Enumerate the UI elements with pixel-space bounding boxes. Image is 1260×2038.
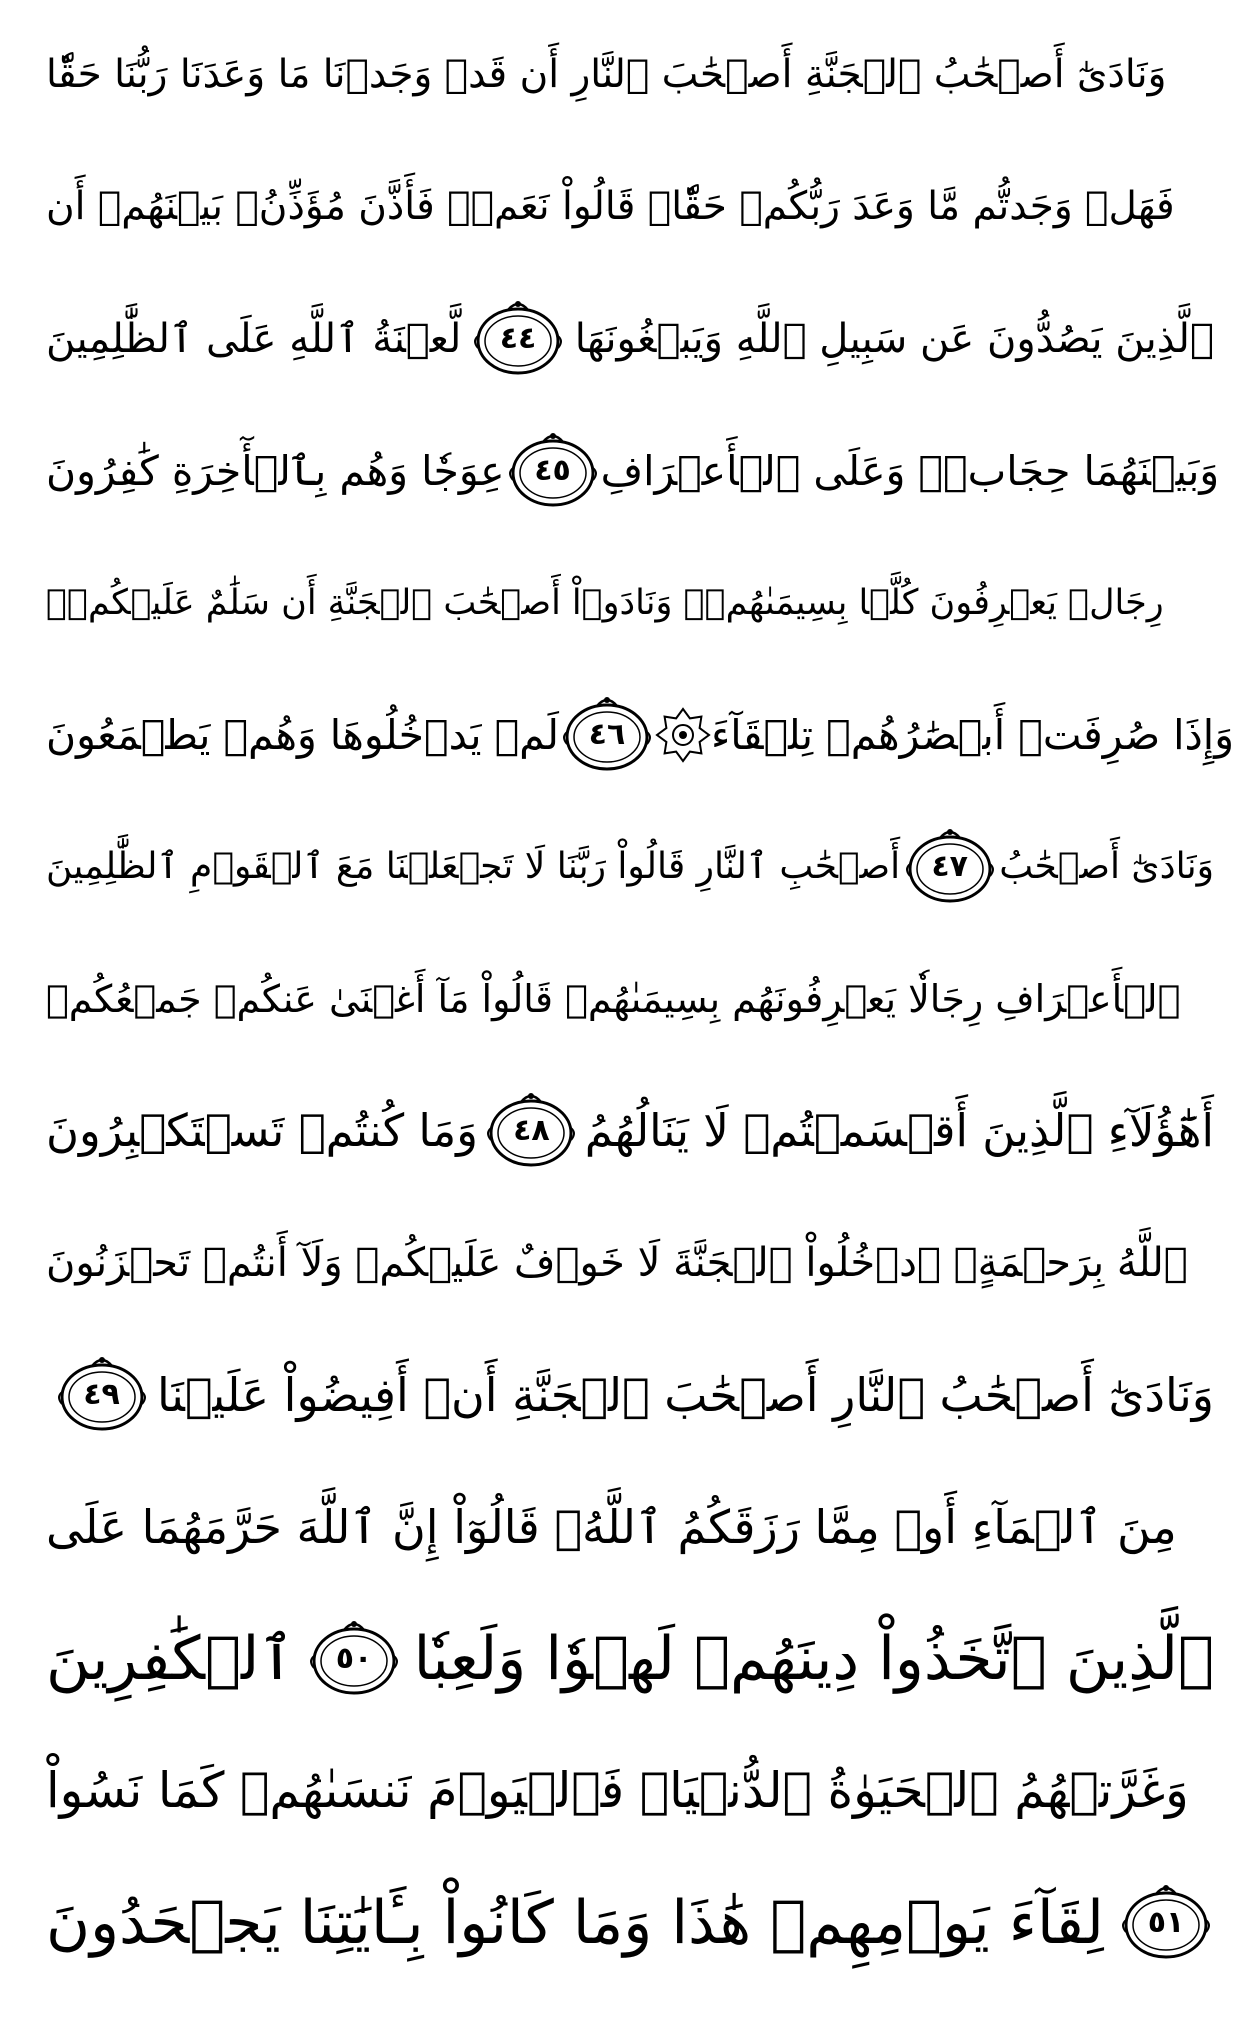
verse-line bbox=[46, 274, 1214, 404]
ayah-number-marker bbox=[902, 824, 998, 910]
ayah-number-marker bbox=[559, 692, 655, 778]
verse-text: ٱلۡأَعۡرَافِ رِجَالٗا يَعۡرِفُونَهُم بِسِيمَىٰهُمۡ قَالُواْ مَآ أَغۡنَىٰ عَنكُمۡ جَمۡعُكُمۡ bbox=[46, 977, 1181, 1021]
ayah-number-marker bbox=[1118, 1880, 1214, 1966]
verse-line bbox=[46, 802, 1214, 932]
verse-text: وَنَادَىٰٓ أَصۡحَٰبُ ٱلۡجَنَّةِ أَصۡحَٰبَ ٱلنَّارِ أَن قَدۡ وَجَدۡنَا مَا وَعَدَنَا رَبُّنَا حَقّٗا bbox=[46, 52, 1167, 97]
verse-text: لَّعۡنَةُ ٱللَّهِ عَلَى ٱلظَّٰلِمِينَ bbox=[46, 316, 462, 362]
verse-text: مِنَ ٱلۡمَآءِ أَوۡ مِمَّا رَزَقَكُمُ ٱللَّهُۚ قَالُوٓاْ إِنَّ ٱللَّهَ حَرَّمَهُمَا عَلَى bbox=[46, 1500, 1177, 1554]
verse-text: رِجَالٞ يَعۡرِفُونَ كُلَّۢا بِسِيمَىٰهُمۡۚ وَنَادَوۡاْ أَصۡحَٰبَ ٱلۡجَنَّةِ أَن سَلَٰمٌ عَلَيۡكُمۡۚ bbox=[46, 583, 1164, 623]
verse-line bbox=[46, 10, 1214, 140]
verse-text: عِوَجٗا وَهُم بِٱلۡأٓخِرَةِ كَٰفِرُونَ bbox=[46, 447, 505, 495]
verse-text: وَغَرَّتۡهُمُ ٱلۡحَيَوٰةُ ٱلدُّنۡيَاۚ فَٱلۡيَوۡمَ نَنسَىٰهُمۡ كَمَا نَسُواْ bbox=[46, 1762, 1189, 1819]
ayah-number-marker bbox=[505, 428, 601, 514]
verse-line bbox=[46, 406, 1220, 536]
verse-text: وَنَادَىٰٓ أَصۡحَٰبُ ٱلنَّارِ أَصۡحَٰبَ ٱلۡجَنَّةِ أَنۡ أَفِيضُواْ عَلَيۡنَا bbox=[157, 1368, 1214, 1422]
ayah-number: ٤٥ bbox=[534, 453, 571, 488]
verse-line bbox=[46, 1726, 1214, 1856]
verse-text: لَمۡ يَدۡخُلُوهَا وَهُمۡ يَطۡمَعُونَ bbox=[46, 711, 559, 759]
verse-text: وَبَيۡنَهُمَا حِجَابٞۚ وَعَلَى ٱلۡأَعۡرَافِ bbox=[600, 447, 1220, 495]
ayah-number: ٥١ bbox=[1147, 1905, 1185, 1940]
ayah-number-marker bbox=[54, 1352, 150, 1438]
verse-line bbox=[46, 538, 1214, 668]
ayah-number: ٤٦ bbox=[588, 717, 626, 752]
ayah-number: ٥٠ bbox=[335, 1641, 373, 1676]
ayah-number-marker bbox=[306, 1616, 402, 1702]
ayah-number-marker bbox=[470, 296, 566, 382]
verse-text: وَإِذَا صُرِفَتۡ أَبۡصَٰرُهُمۡ تِلۡقَآءَ bbox=[710, 711, 1234, 759]
verse-line bbox=[46, 1198, 1214, 1328]
verse-text: أَصۡحَٰبِ ٱلنَّارِ قَالُواْ رَبَّنَا لَا تَجۡعَلۡنَا مَعَ ٱلۡقَوۡمِ ٱلظَّٰلِمِينَ bbox=[46, 846, 901, 887]
verse-line bbox=[46, 1462, 1214, 1592]
ayah-number: ٤٧ bbox=[931, 849, 968, 884]
ayah-number-marker bbox=[483, 1088, 579, 1174]
verse-text: وَنَادَىٰٓ أَصۡحَٰبُ bbox=[999, 846, 1214, 887]
verse-line bbox=[46, 1858, 1214, 1988]
verse-text: فَهَلۡ وَجَدتُّم مَّا وَعَدَ رَبُّكُمۡ حَقّٗاۖ قَالُواْ نَعَمۡۚ فَأَذَّنَ مُؤَذِّنُۢ بَيۡنَهُمۡ أَن bbox=[46, 184, 1175, 229]
verse-line bbox=[46, 1330, 1214, 1460]
verse-text: ٱلۡكَٰفِرِينَ bbox=[46, 1624, 295, 1694]
verse-text: أَهَٰٓؤُلَآءِ ٱلَّذِينَ أَقۡسَمۡتُمۡ لَا يَنَالُهُمُ bbox=[584, 1104, 1214, 1157]
ayah-number: ٤٩ bbox=[83, 1377, 120, 1412]
rub-el-hizb-icon bbox=[655, 707, 711, 763]
ayah-number: ٤٨ bbox=[513, 1113, 550, 1148]
verse-text: لِقَآءَ يَوۡمِهِمۡ هَٰذَا وَمَا كَانُواْ بِـَٔايَٰتِنَا يَجۡحَدُونَ bbox=[46, 1888, 1104, 1958]
verse-line bbox=[46, 142, 1214, 272]
verse-text: وَمَا كُنتُمۡ تَسۡتَكۡبِرُونَ bbox=[46, 1104, 478, 1157]
verse-line bbox=[46, 1066, 1214, 1196]
verse-text: ٱلَّذِينَ يَصُدُّونَ عَن سَبِيلِ ٱللَّهِ وَيَبۡغُونَهَا bbox=[574, 316, 1214, 362]
verse-line bbox=[46, 1594, 1214, 1724]
verse-line bbox=[46, 670, 1234, 800]
verse-text: ٱللَّهُ بِرَحۡمَةٍۚ ٱدۡخُلُواْ ٱلۡجَنَّةَ لَا خَوۡفٌ عَلَيۡكُمۡ وَلَآ أَنتُمۡ تَحۡزَنُونَ bbox=[46, 1240, 1188, 1286]
verse-text: ٱلَّذِينَ ٱتَّخَذُواْ دِينَهُمۡ لَهۡوٗا وَلَعِبٗا bbox=[413, 1624, 1214, 1694]
ayah-number: ٤٤ bbox=[499, 321, 537, 356]
verse-line bbox=[46, 934, 1214, 1064]
